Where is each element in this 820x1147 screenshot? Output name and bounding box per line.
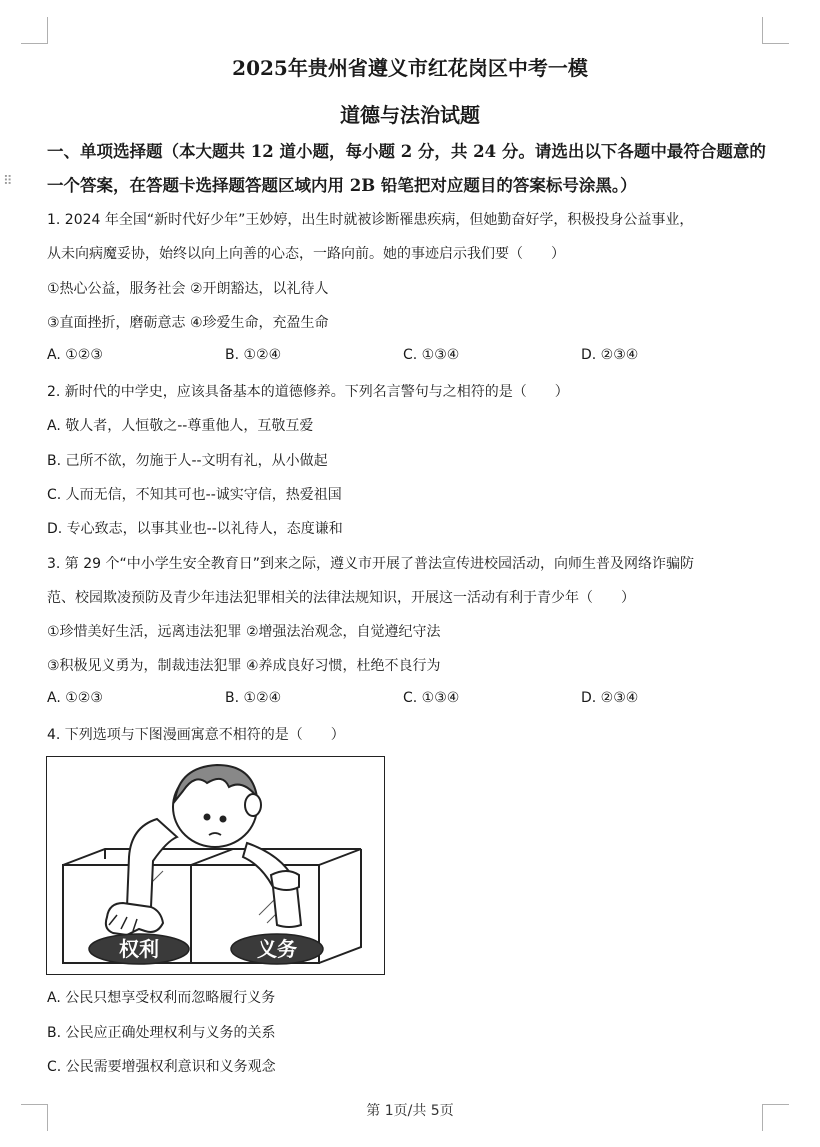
- q1-option-a: A. ①②③: [47, 347, 103, 363]
- q4-option-b: B. 公民应正确处理权利与义务的关系: [47, 1025, 276, 1041]
- crop-mark-top-left: [21, 17, 48, 44]
- q3-option-b: B. ①②④: [225, 690, 282, 706]
- q1-stem-line1: 1. 2024 年全国“新时代好少年”王妙婷，出生时就被诊断罹患疾病，但她勤奋好学，积极投身公益事业，: [47, 212, 694, 228]
- q4-option-c: C. 公民需要增强权利意识和义务观念: [47, 1059, 276, 1075]
- q1-statements-line2: ③直面挫折，磨砺意志 ④珍爱生命，充盈生命: [47, 315, 329, 331]
- q1-stem-line2: 从未向病魔妥协，始终以向上向善的心态，一路向前。她的事迹启示我们要（ ）: [47, 246, 565, 262]
- q3-option-c: C. ①③④: [403, 690, 460, 706]
- q1-option-b: B. ①②④: [225, 347, 282, 363]
- drag-handle-icon[interactable]: ⠿: [3, 174, 12, 189]
- q3-stem-line1: 3. 第 29 个“中小学生安全教育日”到来之际，遵义市开展了普法宣传进校园活动，向师生普及网络诈骗防: [47, 556, 695, 572]
- page-subtitle: 道德与法治试题: [340, 103, 480, 127]
- q2-option-c: C. 人而无信，不知其可也--诚实守信，热爱祖国: [47, 487, 342, 503]
- q1-option-c: C. ①③④: [403, 347, 460, 363]
- rights-label: 权利: [119, 937, 159, 961]
- q4-stem: 4. 下列选项与下图漫画寓意不相符的是（ ）: [47, 727, 345, 743]
- q2-option-d: D. 专心致志，以事其业也--以礼待人，态度谦和: [47, 521, 343, 537]
- q3-statements-line1: ①珍惜美好生活，远离违法犯罪 ②增强法治观念，自觉遵纪守法: [47, 624, 441, 640]
- q4-option-a: A. 公民只想享受权利而忽略履行义务: [47, 990, 276, 1006]
- cartoon-figure: [46, 756, 385, 975]
- page-title: 2025年贵州省遵义市红花岗区中考一模: [232, 56, 588, 80]
- page-footer: 第 1页/共 5页: [366, 1103, 454, 1119]
- q3-stem-line2: 范、校园欺凌预防及青少年违法犯罪相关的法律法规知识，开展这一活动有利于青少年（ ）: [47, 590, 635, 606]
- q3-option-d: D. ②③④: [581, 690, 639, 706]
- q2-option-b: B. 己所不欲，勿施于人--文明有礼，从小做起: [47, 453, 328, 469]
- section-heading: 一、单项选择题（本大题共 12 道小题，每小题 2 分，共 24 分。请选出以下各题中最符合题意的一个答案，在答题卡选择题答题区域内用 2B 铅笔把对应题目的答案标号涂黑。）: [47, 142, 766, 195]
- duties-label: 义务: [257, 937, 297, 961]
- q3-option-a: A. ①②③: [47, 690, 103, 706]
- q3-statements-line2: ③积极见义勇为，制裁违法犯罪 ④养成良好习惯，杜绝不良行为: [47, 658, 441, 674]
- q1-option-d: D. ②③④: [581, 347, 639, 363]
- q2-option-a: A. 敬人者，人恒敬之--尊重他人，互敬互爱: [47, 418, 314, 434]
- q1-statements-line1: ①热心公益，服务社会 ②开朗豁达，以礼待人: [47, 281, 329, 297]
- cartoon-illustration: [47, 757, 384, 974]
- crop-mark-top-right: [762, 17, 789, 44]
- q2-stem: 2. 新时代的中学史，应该具备基本的道德修养。下列名言警句与之相符的是（ ）: [47, 384, 569, 400]
